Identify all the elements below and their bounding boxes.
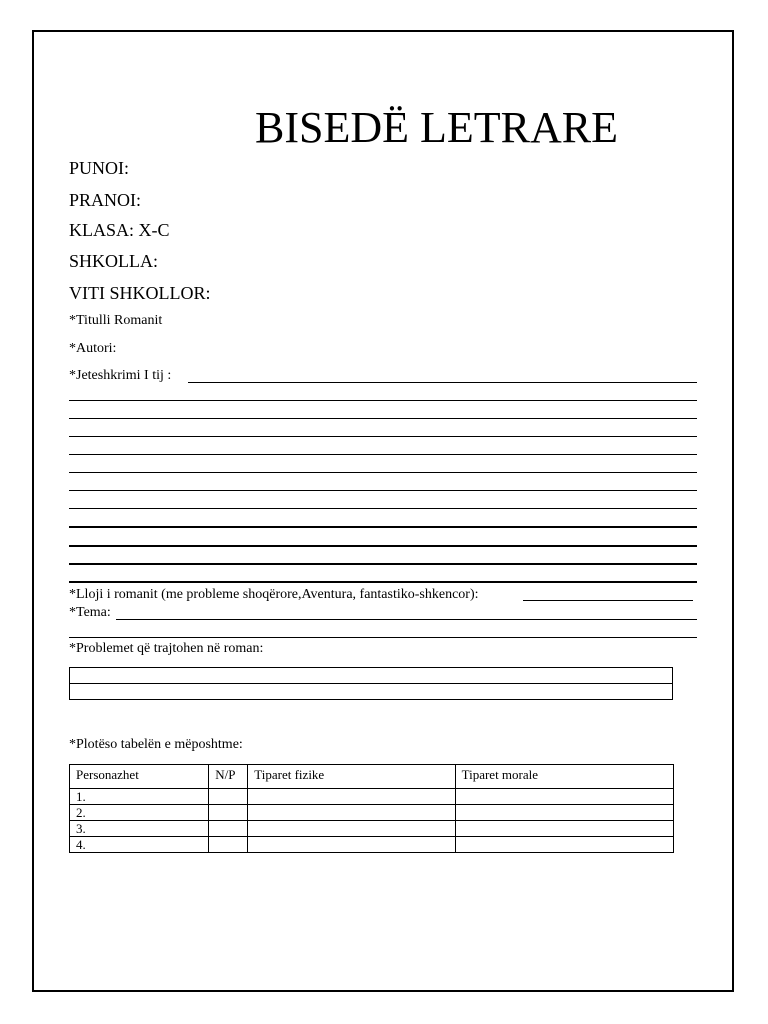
table-row bbox=[70, 821, 674, 837]
viti-shkollor-label: VITI SHKOLLOR: bbox=[69, 283, 211, 303]
jeteshkrimi-label: *Jeteshkrimi I tij : bbox=[69, 368, 172, 383]
table-row bbox=[70, 668, 673, 684]
jeteshkrimi-answer-line[interactable] bbox=[188, 382, 697, 383]
writing-line[interactable] bbox=[69, 490, 697, 491]
np-cell[interactable] bbox=[209, 805, 248, 821]
tiparet-morale-cell[interactable] bbox=[455, 789, 673, 805]
problemet-cell[interactable] bbox=[70, 684, 673, 700]
klasa-label: KLASA: X-C bbox=[69, 220, 170, 240]
writing-line[interactable] bbox=[69, 563, 697, 565]
tiparet-fizike-cell[interactable] bbox=[248, 789, 455, 805]
writing-line[interactable] bbox=[69, 581, 697, 583]
tema-writing-line[interactable] bbox=[69, 637, 697, 638]
tiparet-morale-cell[interactable] bbox=[455, 805, 673, 821]
pranoi-label: PRANOI: bbox=[69, 190, 142, 210]
tema-answer-line[interactable] bbox=[116, 619, 697, 620]
tiparet-morale-cell[interactable] bbox=[455, 821, 673, 837]
writing-line[interactable] bbox=[69, 400, 697, 401]
table-row bbox=[70, 837, 674, 853]
titulli-romanit-label: *Titulli Romanit bbox=[69, 313, 163, 328]
writing-line[interactable] bbox=[69, 472, 697, 473]
punoi-label: PUNOI: bbox=[69, 158, 130, 178]
writing-line[interactable] bbox=[69, 436, 697, 437]
tiparet-fizike-cell[interactable] bbox=[248, 805, 455, 821]
tema-label: *Tema: bbox=[69, 605, 111, 620]
lloji-answer-line[interactable] bbox=[523, 600, 693, 601]
problemet-table bbox=[69, 667, 673, 700]
writing-line[interactable] bbox=[69, 418, 697, 419]
tiparet-fizike-cell[interactable] bbox=[248, 821, 455, 837]
shkolla-label: SHKOLLA: bbox=[69, 251, 158, 271]
row-number: 1. bbox=[70, 789, 209, 805]
problemet-cell[interactable] bbox=[70, 668, 673, 684]
page-title: BISEDË LETRARE bbox=[255, 103, 618, 152]
header-tiparet-morale: Tiparet morale bbox=[455, 765, 673, 789]
lloji-romanit-label: *Lloji i romanit (me probleme shoqërore,Aventura, fantastiko-shkencor): bbox=[69, 587, 479, 602]
table-row bbox=[70, 684, 673, 700]
np-cell[interactable] bbox=[209, 821, 248, 837]
table-header-row bbox=[70, 765, 674, 789]
writing-line[interactable] bbox=[69, 545, 697, 547]
np-cell[interactable] bbox=[209, 789, 248, 805]
header-personazhet: Personazhet bbox=[70, 765, 209, 789]
tiparet-fizike-cell[interactable] bbox=[248, 837, 455, 853]
problemet-label: *Problemet që trajtohen në roman: bbox=[69, 641, 264, 656]
writing-line[interactable] bbox=[69, 454, 697, 455]
writing-line[interactable] bbox=[69, 526, 697, 528]
tiparet-morale-cell[interactable] bbox=[455, 837, 673, 853]
header-np: N/P bbox=[209, 765, 248, 789]
row-number: 2. bbox=[70, 805, 209, 821]
np-cell[interactable] bbox=[209, 837, 248, 853]
header-tiparet-fizike: Tiparet fizike bbox=[248, 765, 455, 789]
characters-table bbox=[69, 764, 674, 853]
ploteso-label: *Plotëso tabelën e mëposhtme: bbox=[69, 737, 243, 752]
row-number: 3. bbox=[70, 821, 209, 837]
table-row bbox=[70, 805, 674, 821]
autori-label: *Autori: bbox=[69, 341, 117, 356]
writing-line[interactable] bbox=[69, 508, 697, 509]
table-row bbox=[70, 789, 674, 805]
row-number: 4. bbox=[70, 837, 209, 853]
